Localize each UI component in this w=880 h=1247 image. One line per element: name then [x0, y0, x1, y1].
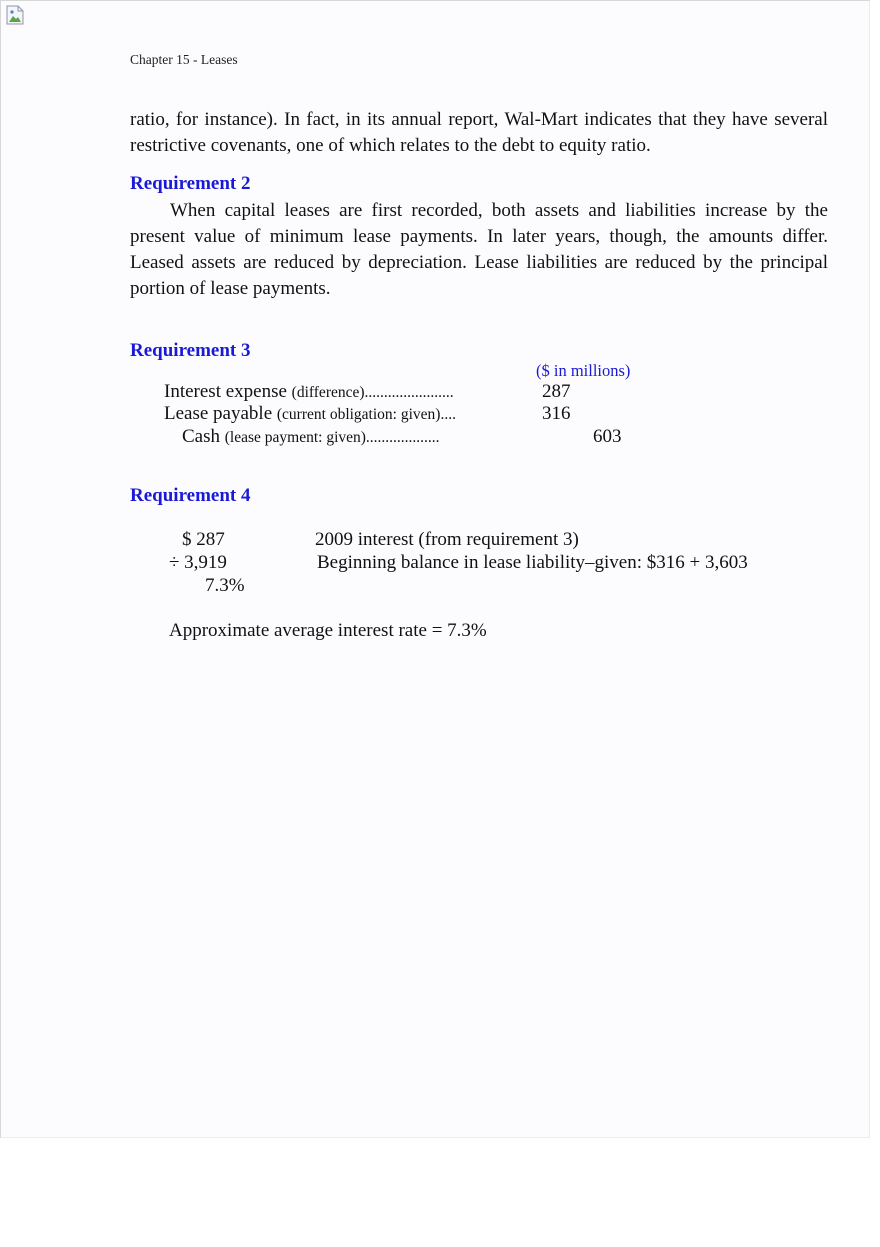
account-name: Interest expense — [164, 381, 287, 402]
requirement-4-heading: Requirement 4 — [130, 485, 251, 506]
dot-leader: ....................... — [364, 384, 454, 401]
account-note: (lease payment: given) — [224, 429, 366, 446]
debit-amount: 316 — [542, 403, 571, 424]
intro-paragraph: ratio, for instance). In fact, in its annual report, Wal-Mart indicates that they have several restrictive covenants, one of which relates to the debt to equity ratio. — [130, 109, 828, 156]
broken-image-icon — [4, 4, 26, 26]
journal-entry-account — [164, 381, 454, 403]
credit-amount: 603 — [593, 426, 622, 447]
calc-amount: ÷ 3,919 — [169, 552, 227, 573]
calc-result: 7.3% — [205, 575, 245, 596]
account-name: Cash — [182, 426, 220, 447]
requirement-3-heading: Requirement 3 — [130, 340, 251, 361]
dot-leader: .... — [440, 406, 456, 423]
calc-description: 2009 interest (from requirement 3) — [315, 529, 579, 550]
account-note: (current obligation: given) — [276, 406, 441, 423]
journal-entry-account — [164, 403, 456, 425]
conclusion-text: Approximate average interest rate = 7.3% — [169, 620, 487, 641]
account-note: (difference) — [291, 384, 365, 401]
requirement-2-heading: Requirement 2 — [130, 173, 251, 194]
requirement-2-paragraph: When capital leases are first recorded, both assets and liabilities increase by the present value of minimum lease payments. In later years, though, the amounts differ. Leased assets are reduced by depreciation. Lease liabilities are reduced by the principal portion of lease payments. — [130, 200, 828, 299]
journal-entry-account — [182, 426, 440, 448]
chapter-header: Chapter 15 - Leases — [130, 52, 238, 67]
debit-amount: 287 — [542, 381, 571, 402]
dot-leader: ................... — [365, 429, 440, 446]
account-name: Lease payable — [164, 403, 273, 424]
units-label: ($ in millions) — [536, 361, 631, 380]
calc-description: Beginning balance in lease liability–given: $316 + 3,603 — [317, 552, 748, 573]
calc-amount: $ 287 — [182, 529, 225, 550]
